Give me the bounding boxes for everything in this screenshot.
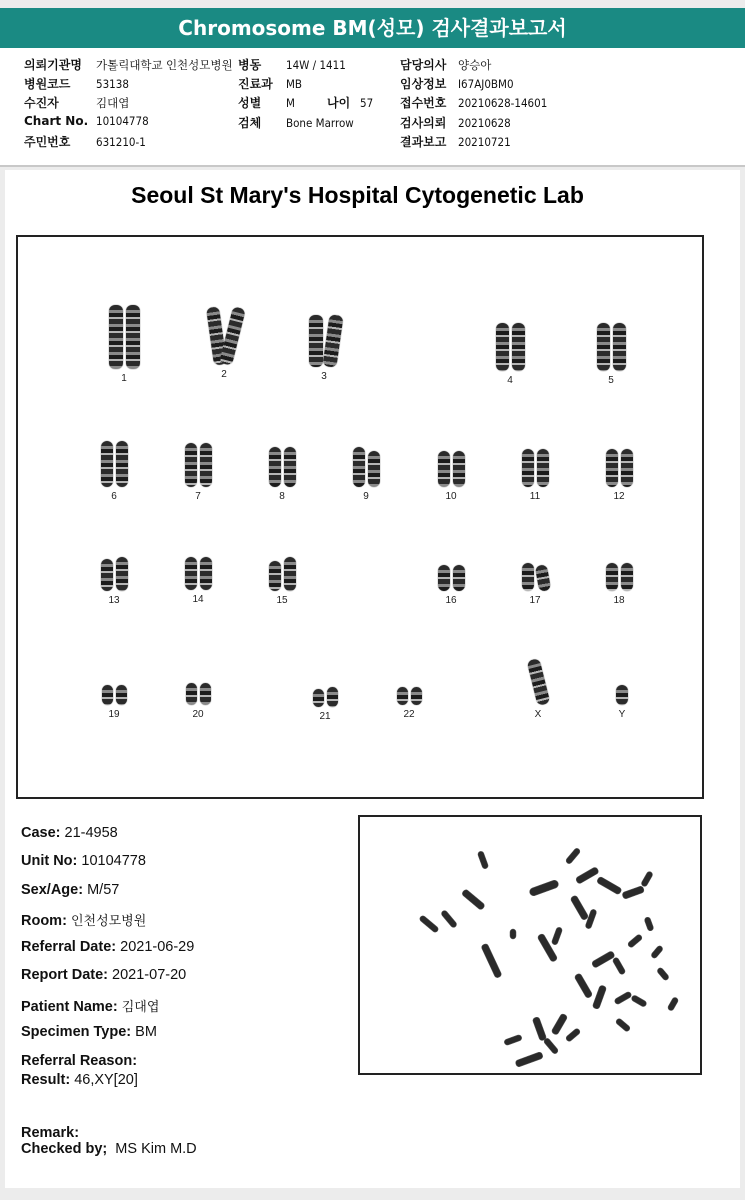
age-field: 나이 57 xyxy=(327,96,374,110)
chromosome-y: Y xyxy=(602,685,642,720)
remark-section xyxy=(21,1125,197,1157)
chromosome-pair-10: 10 xyxy=(431,451,471,502)
cytogenetic-report xyxy=(5,170,740,1188)
chromosome-pair-2: 2 xyxy=(202,307,246,380)
receipt-no-field: 접수번호 20210628-14601 xyxy=(400,96,548,110)
patient-field: 수진자 김대엽 xyxy=(24,96,130,110)
unit-row: Unit No: 10104778 xyxy=(21,853,146,869)
sex-field: 성별 M xyxy=(238,96,295,110)
chromosome-pair-18: 18 xyxy=(599,563,639,606)
chromosome-pair-9: 9 xyxy=(346,447,386,502)
hospital-field: 의뢰기관명 가톨릭대학교 인천성모병원 xyxy=(24,58,233,72)
report-date-row: Report Date: 2021-07-20 xyxy=(21,967,187,983)
report-title: Chromosome BM(성모) 검사결과보고서 xyxy=(0,8,745,48)
metaphase-image xyxy=(358,815,702,1075)
request-date-field: 검사의뢰 20210628 xyxy=(400,116,511,130)
chromosome-pair-8: 8 xyxy=(262,447,302,502)
clinical-info-field: 임상정보 I67AJ0BM0 xyxy=(400,77,514,91)
chromosome-pair-3: 3 xyxy=(302,315,346,382)
chromosome-pair-12: 12 xyxy=(599,449,639,502)
doctor-field: 담당의사 양승아 xyxy=(400,58,492,72)
hospital-code-field: 병원코드 53138 xyxy=(24,77,129,91)
chromosome-pair-1: 1 xyxy=(102,305,146,384)
department-field: 진료과 MB xyxy=(238,77,303,91)
chromosome-pair-13: 13 xyxy=(94,557,134,606)
case-row: Case: 21-4958 xyxy=(21,825,118,841)
patient-header xyxy=(0,48,745,167)
lab-title: Seoul St Mary's Hospital Cytogenetic Lab xyxy=(131,182,584,208)
resident-no-field: 주민번호 631210-1 xyxy=(24,135,146,149)
specimen-type-row: Specimen Type: BM xyxy=(21,1024,157,1040)
chromosome-pair-4: 4 xyxy=(488,323,532,386)
room-row: Room: 인천성모병원 xyxy=(21,913,147,929)
chromosome-pair-6: 6 xyxy=(94,441,134,502)
chromosome-pair-20: 20 xyxy=(178,683,218,720)
chromosome-pair-17: 17 xyxy=(515,563,555,606)
chromosome-pair-21: 21 xyxy=(305,687,345,722)
chromosome-pair-5: 5 xyxy=(589,323,633,386)
chromosome-pair-22: 22 xyxy=(389,687,429,720)
remark-label: Remark: xyxy=(21,1125,80,1141)
ward-field: 병동 14W / 1411 xyxy=(238,58,346,72)
specimen-field: 검체 Bone Marrow xyxy=(238,116,354,130)
chromosome-pair-11: 11 xyxy=(515,449,555,502)
sex-age-row: Sex/Age: M/57 xyxy=(21,882,120,898)
chromosome-pair-19: 19 xyxy=(94,685,134,720)
chromosome-x: X xyxy=(518,659,558,720)
referral-date-row: Referral Date: 2021-06-29 xyxy=(21,939,195,955)
chart-no-field: Chart No. 10104778 xyxy=(24,114,149,128)
chromosome-pair-7: 7 xyxy=(178,443,218,502)
chromosome-pair-16: 16 xyxy=(431,565,471,606)
report-date-field: 결과보고 20210721 xyxy=(400,135,511,149)
checked-by: Checked by; MS Kim M.D xyxy=(21,1141,197,1157)
result-row: Result: 46,XY[20] xyxy=(21,1072,138,1088)
referral-reason-row: Referral Reason: xyxy=(21,1053,138,1069)
patient-name-row: Patient Name: 김대엽 xyxy=(21,999,160,1015)
metaphase-spread xyxy=(360,817,700,1073)
chromosome-pair-15: 15 xyxy=(262,557,302,606)
chromosome-pair-14: 14 xyxy=(178,557,218,605)
karyogram xyxy=(16,235,704,799)
